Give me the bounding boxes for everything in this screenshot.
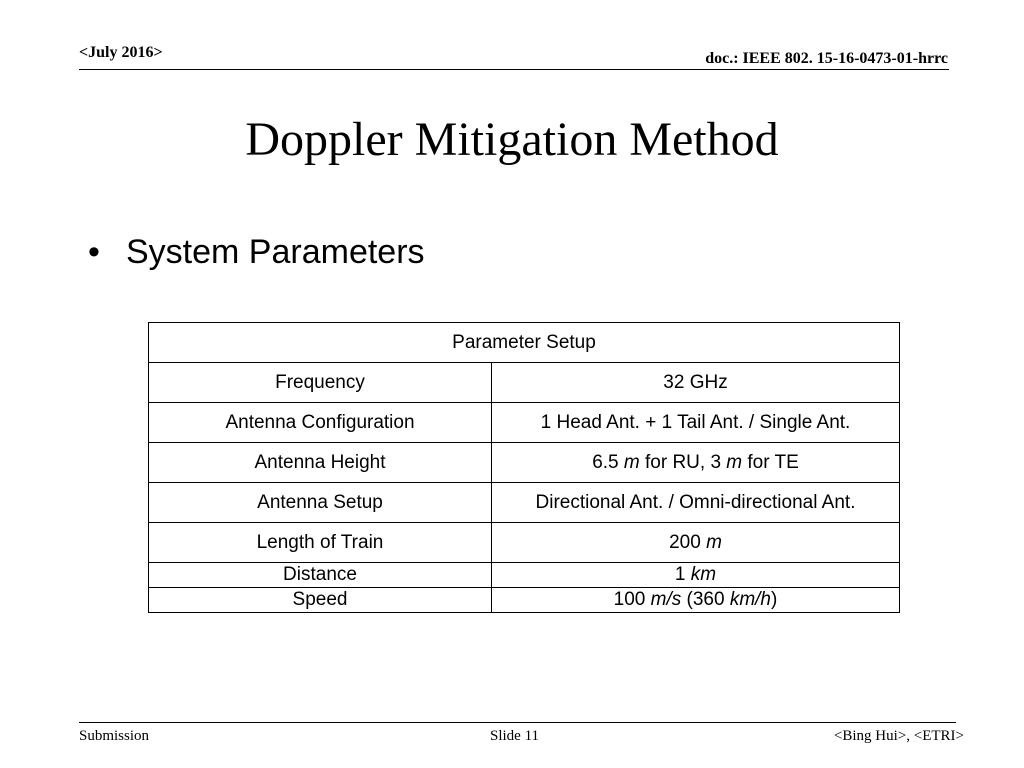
table-row: [149, 403, 900, 443]
param-label: Distance: [149, 563, 492, 588]
bullet-item: [88, 230, 425, 274]
table-row: [149, 563, 900, 588]
table-row: [149, 443, 900, 483]
param-value: 1 Head Ant. + 1 Tail Ant. / Single Ant.: [492, 403, 900, 443]
table-row: [149, 363, 900, 403]
param-value: Directional Ant. / Omni-directional Ant.: [492, 483, 900, 523]
param-value: 1 km: [492, 563, 900, 588]
param-label: Antenna Height: [149, 443, 492, 483]
parameter-table: [148, 322, 900, 613]
param-label: Speed: [149, 588, 492, 613]
table-row: [149, 523, 900, 563]
table-heading: Parameter Setup: [149, 323, 900, 363]
table-row: [149, 483, 900, 523]
param-label: Length of Train: [149, 523, 492, 563]
footer-slide-number: Slide 11: [490, 728, 540, 744]
bullet-symbol: •: [88, 233, 100, 271]
param-value: 200 m: [492, 523, 900, 563]
slide-title: Doppler Mitigation Method: [245, 113, 779, 166]
footer-divider: [79, 722, 956, 723]
table-row: [149, 588, 900, 613]
param-label: Antenna Setup: [149, 483, 492, 523]
param-value: 32 GHz: [492, 363, 900, 403]
bullet-text: System Parameters: [126, 233, 425, 271]
header-date: <July 2016>: [79, 44, 163, 61]
header-doc-id: doc.: IEEE 802. 15-16-0473-01-hrrc: [705, 50, 948, 67]
table-heading-row: [149, 323, 900, 363]
footer-submission: Submission: [79, 728, 150, 744]
param-value: 100 m/s (360 km/h): [492, 588, 900, 613]
param-label: Antenna Configuration: [149, 403, 492, 443]
header-divider: [79, 69, 949, 70]
param-value: 6.5 m for RU, 3 m for TE: [492, 443, 900, 483]
footer-author: <Bing Hui>, <ETRI>: [833, 728, 964, 744]
param-label: Frequency: [149, 363, 492, 403]
